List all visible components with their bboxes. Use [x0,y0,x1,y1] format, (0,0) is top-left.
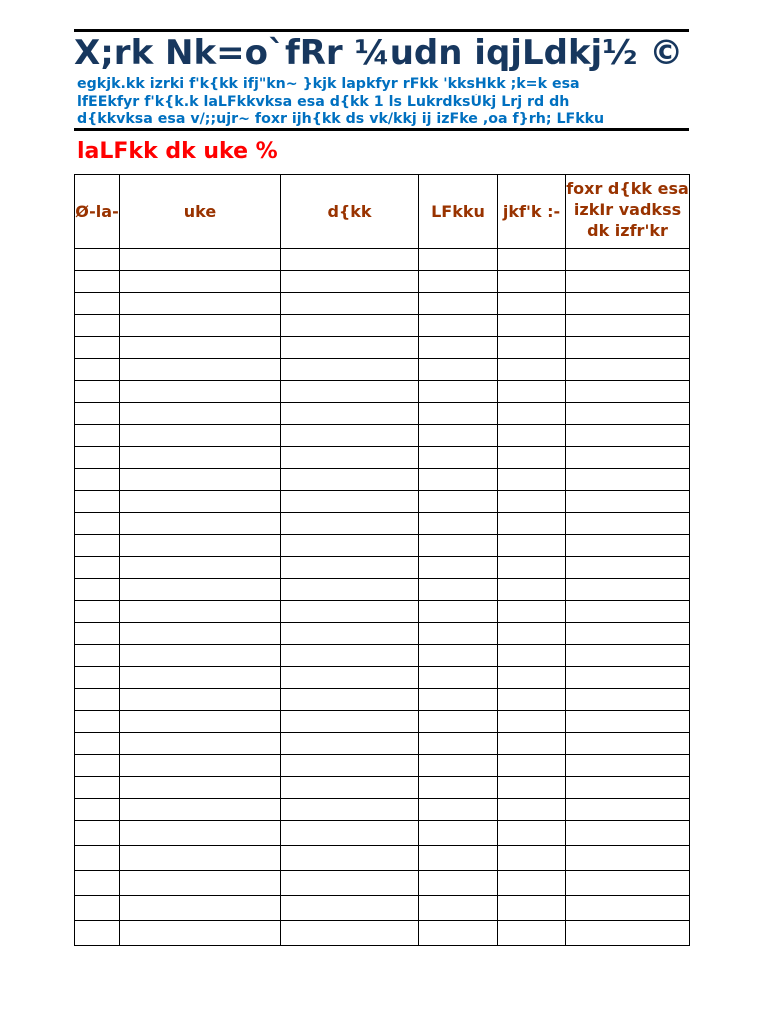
table-cell[interactable] [566,535,690,557]
table-cell[interactable] [120,733,281,755]
table-cell[interactable] [75,315,120,337]
column-header-name: uke [120,175,281,249]
table-cell[interactable] [120,896,281,921]
table-cell[interactable] [281,799,419,821]
table-cell[interactable] [566,425,690,447]
table-cell[interactable] [566,381,690,403]
table-row [75,557,690,579]
table-cell[interactable] [566,689,690,711]
column-header-position: LFkku [419,175,498,249]
table-row [75,447,690,469]
table-cell[interactable] [419,896,498,921]
table-cell[interactable] [281,733,419,755]
table-cell[interactable] [419,293,498,315]
table-row [75,513,690,535]
table-cell[interactable] [419,513,498,535]
table-cell[interactable] [120,425,281,447]
table-cell[interactable] [566,667,690,689]
table-cell[interactable] [281,645,419,667]
table-row [75,667,690,689]
table-row [75,491,690,513]
table-cell[interactable] [566,896,690,921]
table-cell[interactable] [419,799,498,821]
table-cell[interactable] [75,777,120,799]
table-cell[interactable] [498,557,566,579]
table-cell[interactable] [75,733,120,755]
table-cell[interactable] [120,921,281,946]
table-cell[interactable] [566,799,690,821]
table-cell[interactable] [75,871,120,896]
table-cell[interactable] [120,777,281,799]
table-row [75,601,690,623]
table-cell[interactable] [281,513,419,535]
table-cell[interactable] [120,469,281,491]
table-cell[interactable] [566,271,690,293]
table-cell[interactable] [498,535,566,557]
table-cell[interactable] [498,579,566,601]
table-cell[interactable] [498,623,566,645]
table-row [75,359,690,381]
table-cell[interactable] [498,821,566,846]
table-cell[interactable] [566,293,690,315]
table-cell[interactable] [419,821,498,846]
table-cell[interactable] [419,871,498,896]
table-cell[interactable] [566,871,690,896]
subtitle-line-3: d{kkvksa esa v/;;ujr~ foxr ijh{kk ds vk/kkj ij izFke ,oa f}rh; LFkku [77,111,605,127]
table-row [75,846,690,871]
table-cell[interactable] [498,711,566,733]
column-header-previous-percentage: foxr d{kk esa izkIr vadkss dk izfr'kr [566,175,690,249]
table-cell[interactable] [281,337,419,359]
table-cell[interactable] [75,557,120,579]
table-cell[interactable] [419,777,498,799]
table-row [75,921,690,946]
table-cell[interactable] [498,755,566,777]
table-cell[interactable] [75,689,120,711]
table-cell[interactable] [75,403,120,425]
table-cell[interactable] [498,491,566,513]
table-cell[interactable] [498,513,566,535]
scholarship-register-table [74,174,690,946]
column-header-serial-no: Ø-la- [75,175,120,249]
table-cell[interactable] [75,491,120,513]
table-row [75,337,690,359]
table-cell[interactable] [419,921,498,946]
table-cell[interactable] [75,513,120,535]
table-cell[interactable] [120,249,281,271]
table-cell[interactable] [419,535,498,557]
table-cell[interactable] [75,846,120,871]
table-row [75,821,690,846]
page-title: X;rk Nk=o`fRr ¼udn iqjLdkj½ © [74,33,684,73]
table-cell[interactable] [419,447,498,469]
table-cell[interactable] [419,601,498,623]
table-row [75,689,690,711]
table-cell[interactable] [281,579,419,601]
table-cell[interactable] [498,425,566,447]
table-row [75,579,690,601]
table-cell[interactable] [75,535,120,557]
table-cell[interactable] [120,846,281,871]
table-cell[interactable] [419,623,498,645]
table-row [75,315,690,337]
table-cell[interactable] [75,293,120,315]
table-cell[interactable] [281,403,419,425]
header-bottom-rule [74,128,689,131]
table-cell[interactable] [281,557,419,579]
table-cell[interactable] [281,667,419,689]
table-cell[interactable] [75,711,120,733]
table-cell[interactable] [120,799,281,821]
table-cell[interactable] [419,249,498,271]
table-row [75,871,690,896]
table-cell[interactable] [281,315,419,337]
table-cell[interactable] [566,337,690,359]
table-cell[interactable] [566,645,690,667]
table-cell[interactable] [498,271,566,293]
table-cell[interactable] [75,821,120,846]
table-cell[interactable] [281,896,419,921]
table-cell[interactable] [419,755,498,777]
table-row [75,623,690,645]
table-row [75,799,690,821]
table-cell[interactable] [281,921,419,946]
table-cell[interactable] [566,711,690,733]
table-cell[interactable] [281,491,419,513]
table-cell[interactable] [281,755,419,777]
table-cell[interactable] [120,315,281,337]
table-cell[interactable] [498,921,566,946]
table-cell[interactable] [120,513,281,535]
table-cell[interactable] [419,667,498,689]
table-cell[interactable] [566,469,690,491]
table-cell[interactable] [419,733,498,755]
table-cell[interactable] [498,337,566,359]
subtitle-line-1: egkjk.kk izrki f'k{kk ifj"kn~ }kjk lapkfyr rFkk 'kksHkk ;k=k esa [77,76,580,92]
table-cell[interactable] [281,689,419,711]
table-cell[interactable] [281,535,419,557]
table-cell[interactable] [498,777,566,799]
table-cell[interactable] [498,896,566,921]
table-cell[interactable] [75,896,120,921]
table-cell[interactable] [419,271,498,293]
table-row [75,403,690,425]
table-cell[interactable] [281,425,419,447]
table-cell[interactable] [75,249,120,271]
table-cell[interactable] [419,469,498,491]
table-row [75,293,690,315]
table-cell[interactable] [566,557,690,579]
table-cell[interactable] [120,557,281,579]
table-cell[interactable] [566,359,690,381]
page-subtitle [77,76,689,129]
table-cell[interactable] [498,667,566,689]
table-cell[interactable] [120,491,281,513]
table-cell[interactable] [75,337,120,359]
table-cell[interactable] [419,846,498,871]
table-row [75,249,690,271]
table-cell[interactable] [75,601,120,623]
table-row [75,271,690,293]
table-cell[interactable] [498,645,566,667]
table-cell[interactable] [498,799,566,821]
column-header-class: d{kk [281,175,419,249]
table-cell[interactable] [566,846,690,871]
table-cell[interactable] [419,315,498,337]
table-cell[interactable] [120,689,281,711]
table-cell[interactable] [281,711,419,733]
table-cell[interactable] [75,645,120,667]
table-cell[interactable] [498,293,566,315]
table-cell[interactable] [566,755,690,777]
table-cell[interactable] [498,249,566,271]
table-cell[interactable] [75,667,120,689]
table-cell[interactable] [120,623,281,645]
table-cell[interactable] [281,469,419,491]
table-cell[interactable] [281,271,419,293]
table-row [75,645,690,667]
table-cell[interactable] [281,623,419,645]
table-cell[interactable] [75,623,120,645]
table-cell[interactable] [566,733,690,755]
table-cell[interactable] [419,579,498,601]
table-cell[interactable] [120,711,281,733]
table-cell[interactable] [498,447,566,469]
table-cell[interactable] [419,557,498,579]
table-cell[interactable] [75,359,120,381]
table-cell[interactable] [120,293,281,315]
table-cell[interactable] [75,381,120,403]
table-cell[interactable] [120,535,281,557]
table-cell[interactable] [281,293,419,315]
table-cell[interactable] [120,755,281,777]
table-cell[interactable] [281,871,419,896]
table-cell[interactable] [120,821,281,846]
table-cell[interactable] [566,821,690,846]
table-cell[interactable] [498,689,566,711]
table-cell[interactable] [120,645,281,667]
table-cell[interactable] [419,711,498,733]
table-cell[interactable] [120,871,281,896]
table-cell[interactable] [419,359,498,381]
table-cell[interactable] [281,821,419,846]
table-cell[interactable] [281,447,419,469]
table-cell[interactable] [566,777,690,799]
table-cell[interactable] [419,491,498,513]
table-cell[interactable] [498,469,566,491]
table-cell[interactable] [120,403,281,425]
table-cell[interactable] [75,921,120,946]
table-header-row [75,175,690,249]
table-cell[interactable] [75,447,120,469]
table-cell[interactable] [566,623,690,645]
table-row [75,535,690,557]
table-cell[interactable] [75,469,120,491]
table-cell[interactable] [566,403,690,425]
table-cell[interactable] [120,601,281,623]
table-cell[interactable] [120,447,281,469]
table-cell[interactable] [281,846,419,871]
table-row [75,425,690,447]
table-body [75,249,690,946]
table-cell[interactable] [120,359,281,381]
table-row [75,777,690,799]
table-row [75,711,690,733]
table-cell[interactable] [566,601,690,623]
table-cell[interactable] [75,755,120,777]
table-cell[interactable] [281,601,419,623]
table-cell[interactable] [498,846,566,871]
table-cell[interactable] [498,359,566,381]
column-header-amount: jkf'k :- [498,175,566,249]
table-cell[interactable] [498,733,566,755]
table-row [75,733,690,755]
table-cell[interactable] [75,799,120,821]
table-cell[interactable] [120,667,281,689]
table-cell[interactable] [281,359,419,381]
table-cell[interactable] [566,921,690,946]
table-cell[interactable] [419,381,498,403]
subtitle-line-2: lfEEkfyr f'k{k.k laLFkkvksa esa d{kk 1 ls LukrdksÙkj Lrj rd dh [77,93,570,110]
table-cell[interactable] [419,425,498,447]
table-row [75,381,690,403]
table-cell[interactable] [419,689,498,711]
table-cell[interactable] [419,337,498,359]
table-cell[interactable] [498,601,566,623]
table-row [75,755,690,777]
table-cell[interactable] [566,513,690,535]
table-cell[interactable] [498,315,566,337]
table-row [75,469,690,491]
table-cell[interactable] [75,271,120,293]
table-cell[interactable] [566,491,690,513]
institution-name-label: laLFkk dk uke % [77,139,278,164]
table-cell[interactable] [566,315,690,337]
table-cell[interactable] [566,447,690,469]
table-cell[interactable] [281,381,419,403]
table-row [75,896,690,921]
table-cell[interactable] [281,249,419,271]
table-cell[interactable] [566,249,690,271]
table-cell[interactable] [120,337,281,359]
table-cell[interactable] [498,381,566,403]
table-cell[interactable] [498,871,566,896]
table-cell[interactable] [120,271,281,293]
table-cell[interactable] [75,425,120,447]
table-cell[interactable] [566,579,690,601]
table-cell[interactable] [419,645,498,667]
table-cell[interactable] [281,777,419,799]
table-cell[interactable] [120,381,281,403]
table-cell[interactable] [498,403,566,425]
table-cell[interactable] [75,579,120,601]
table-cell[interactable] [120,579,281,601]
table-cell[interactable] [419,403,498,425]
